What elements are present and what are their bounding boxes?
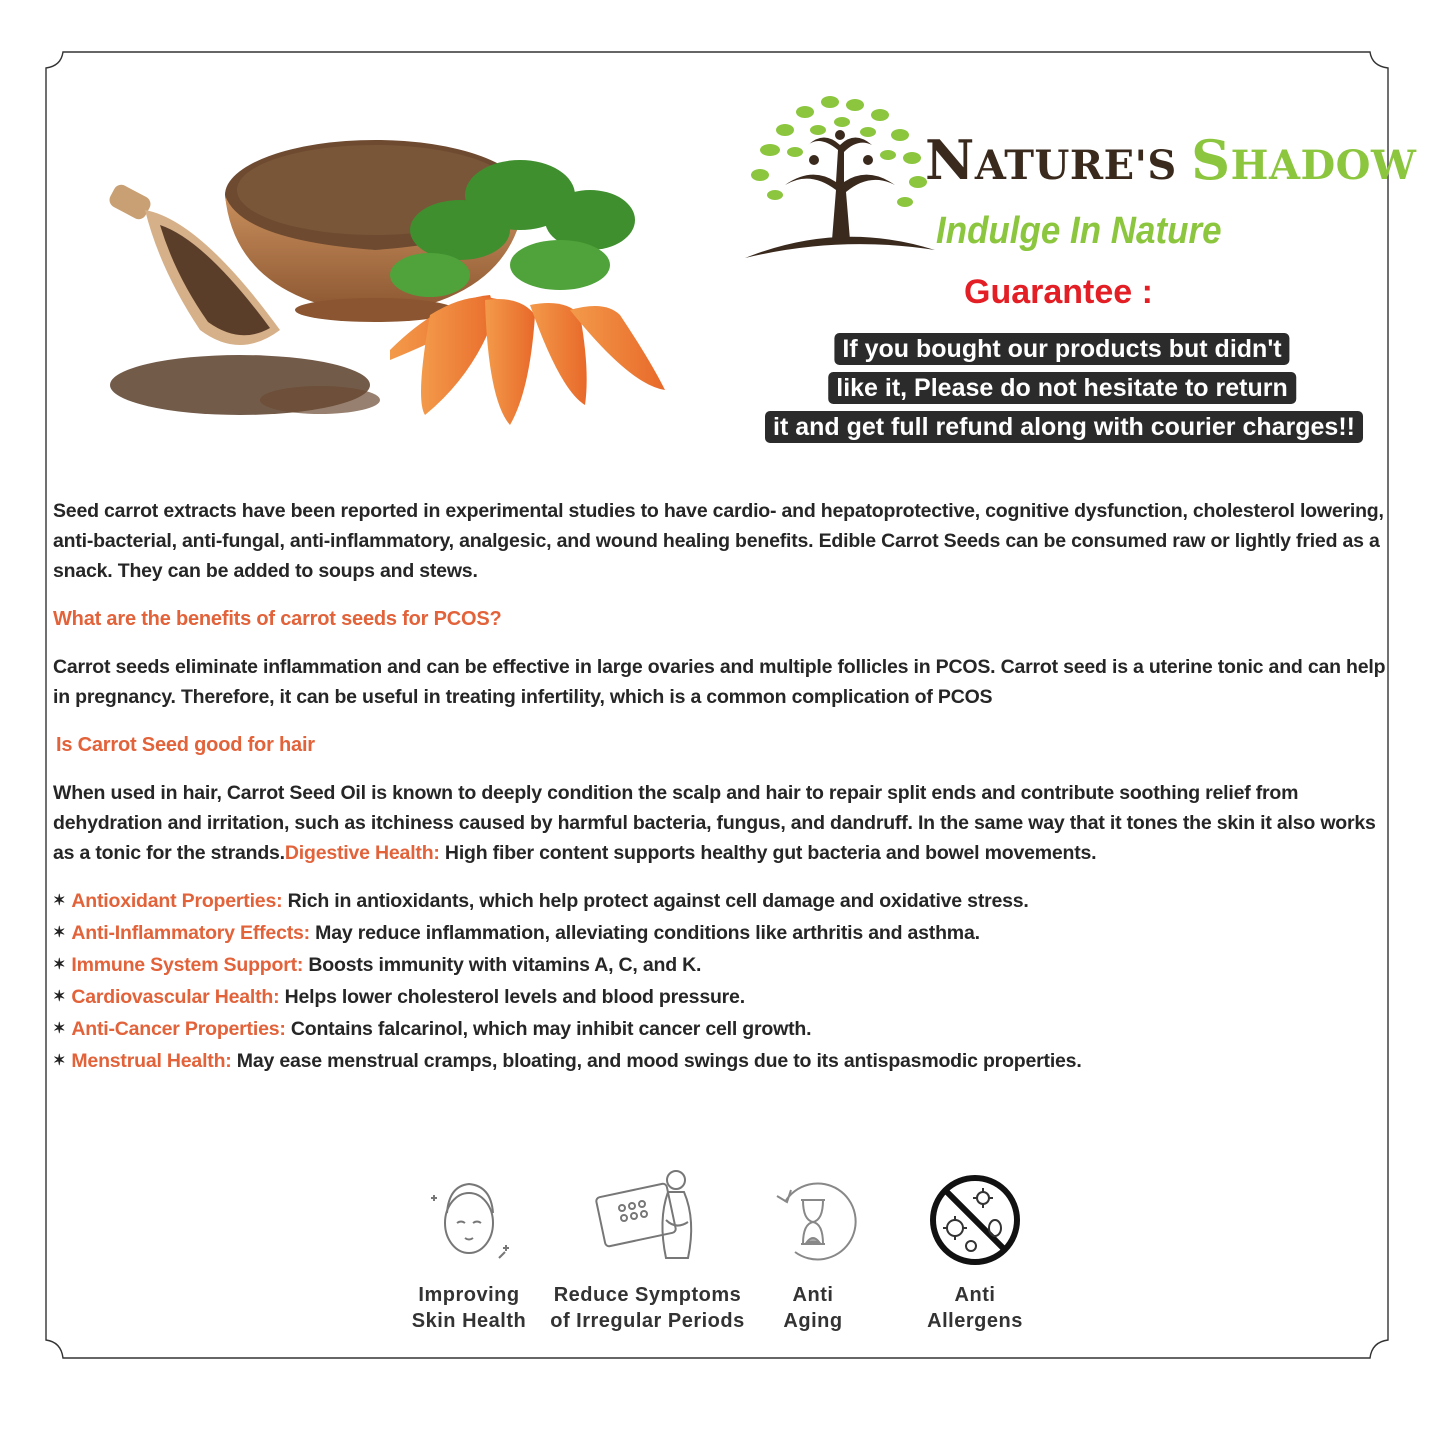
hair-answer-paragraph — [53, 778, 1388, 868]
carrot-seeds-image — [90, 100, 690, 440]
brand-initial-s: S — [1191, 128, 1231, 192]
benefit-text: Contains falcarinol, which may inhibit cancer cell growth. — [285, 1018, 812, 1040]
benefit-item — [53, 982, 1388, 1014]
star-bullet-icon: ✶ — [53, 1052, 66, 1069]
brand-word-shadow: HADOW — [1230, 142, 1417, 189]
feature-irregular-periods — [545, 1160, 750, 1334]
guarantee-title: Guarantee : — [964, 273, 1153, 311]
feature-line2: Allergens — [927, 1310, 1023, 1332]
feature-line1: Reduce Symptoms — [553, 1284, 742, 1306]
description-content — [53, 496, 1388, 1078]
benefit-label: Antioxidant Properties: — [71, 890, 283, 912]
pcos-question-heading: What are the benefits of carrot seeds for PCOS? — [53, 608, 502, 630]
guarantee-line-2: like it, Please do not hesitate to return — [828, 372, 1296, 404]
benefit-label: Anti-Inflammatory Effects: — [71, 922, 310, 944]
feature-line2: Skin Health — [411, 1310, 527, 1332]
benefit-label: Cardiovascular Health: — [71, 986, 280, 1008]
benefit-text: May reduce inflammation, alleviating conditions like arthritis and asthma. — [309, 922, 980, 944]
star-bullet-icon: ✶ — [53, 1020, 66, 1037]
feature-skin-health — [404, 1168, 534, 1334]
guarantee-line-3: it and get full refund along with courier charges!! — [765, 411, 1363, 443]
feature-line2: Aging — [783, 1310, 843, 1332]
hair-question-heading: Is Carrot Seed good for hair — [56, 734, 315, 756]
feature-line1: Improving — [418, 1284, 520, 1306]
guarantee-line-1: If you bought our products but didn't — [834, 333, 1289, 365]
pcos-answer-paragraph: Carrot seeds eliminate inflammation and can be effective in large ovaries and multiple follicles in PCOS. Carrot seed is a uterine tonic and can help in pregnancy. Therefore, it can be useful in treating infertility, which is a common complication of PCOS — [53, 656, 1386, 708]
feature-anti-aging — [758, 1172, 868, 1334]
hair-answer-text: When used in hair, Carrot Seed Oil is known to deeply condition the scalp and hair to repair split ends and contribute soothing relief from dehydration and irritation, such as itchiness caused by harmful bacteria, fungus, and dandruff. In the same way that it tones the skin it also works as a tonic for the strands. — [53, 782, 1376, 864]
digestive-health-text: High fiber content supports healthy gut bacteria and bowel movements. — [439, 842, 1097, 864]
star-bullet-icon: ✶ — [53, 956, 66, 973]
feature-line1: Anti — [954, 1284, 996, 1306]
brand-initial-n: N — [925, 128, 975, 192]
benefit-label: Immune System Support: — [71, 954, 304, 976]
benefit-label: Anti-Cancer Properties: — [71, 1018, 286, 1040]
hourglass-icon — [765, 1172, 861, 1268]
face-sparkle-icon — [419, 1168, 519, 1268]
benefit-item — [53, 886, 1388, 918]
benefit-text: Helps lower cholesterol levels and blood pressure. — [279, 986, 745, 1008]
feature-line1: Anti — [792, 1284, 834, 1306]
no-germs-icon — [927, 1172, 1023, 1268]
benefit-text: Boosts immunity with vitamins A, C, and K. — [303, 954, 702, 976]
benefit-item — [53, 950, 1388, 982]
star-bullet-icon: ✶ — [53, 924, 66, 941]
benefit-item — [53, 1014, 1388, 1046]
brand-tagline: Indulge In Nature — [936, 210, 1222, 252]
digestive-health-label: Digestive Health: — [284, 842, 440, 864]
feature-line2: of Irregular Periods — [550, 1310, 745, 1332]
intro-paragraph: Seed carrot extracts have been reported in experimental studies to have cardio- and hepatoprotective, cognitive dysfunction, cholesterol lowering, anti-bacterial, anti-fungal, anti-inflammatory, analgesic, and wound healing benefits. Edible Carrot Seeds can be consumed raw or lightly fried as a snack. They can be added to soups and stews. — [53, 500, 1384, 582]
feature-anti-allergens — [915, 1172, 1035, 1334]
brand-word-nature: ATURE'S — [974, 142, 1177, 189]
benefit-text: Rich in antioxidants, which help protect against cell damage and oxidative stress. — [282, 890, 1029, 912]
tree-logo-icon — [740, 90, 940, 265]
calendar-woman-icon — [588, 1160, 708, 1268]
benefit-label: Menstrual Health: — [71, 1050, 232, 1072]
brand-name — [925, 128, 1416, 192]
star-bullet-icon: ✶ — [53, 988, 66, 1005]
benefit-item — [53, 1046, 1388, 1078]
benefit-item — [53, 918, 1388, 950]
benefit-text: May ease menstrual cramps, bloating, and mood swings due to its antispasmodic properties. — [231, 1050, 1082, 1072]
star-bullet-icon: ✶ — [53, 892, 66, 909]
